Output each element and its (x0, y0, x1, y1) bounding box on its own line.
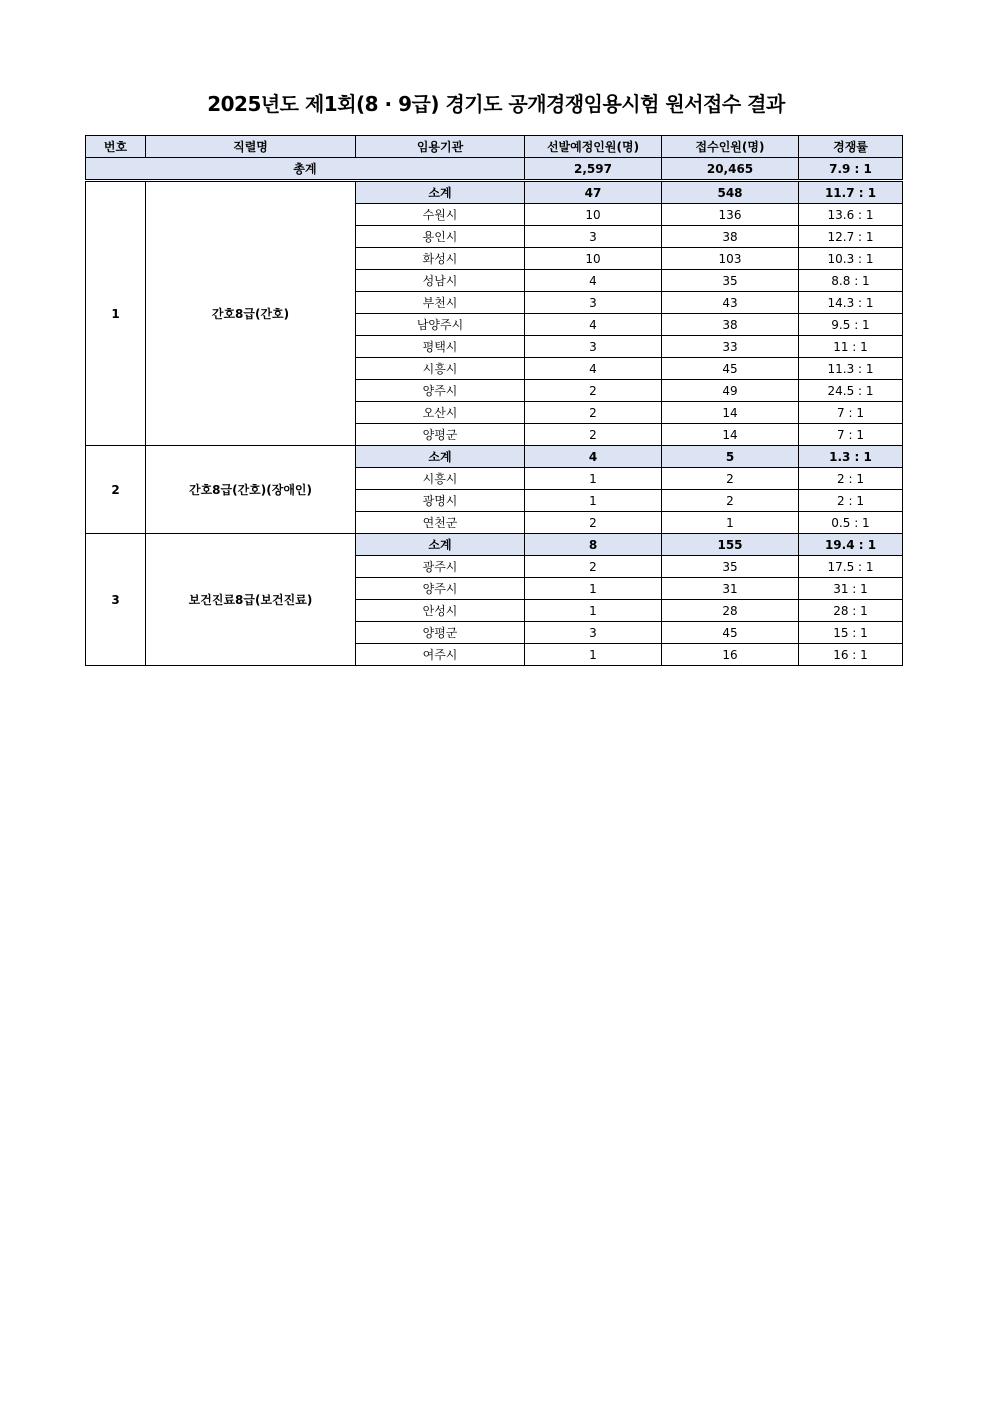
subtotal-label: 소계 (356, 181, 525, 204)
header-number: 번호 (86, 136, 146, 158)
header-job-series: 직렬명 (146, 136, 356, 158)
subtotal-applied: 5 (662, 446, 799, 468)
header-planned: 선발예정인원(명) (525, 136, 662, 158)
ratio-cell: 17.5 : 1 (799, 556, 903, 578)
ratio-cell: 15 : 1 (799, 622, 903, 644)
planned-cell: 3 (525, 336, 662, 358)
planned-cell: 1 (525, 578, 662, 600)
applied-cell: 49 (662, 380, 799, 402)
results-table (85, 135, 903, 666)
planned-cell: 2 (525, 512, 662, 534)
header-applied: 접수인원(명) (662, 136, 799, 158)
applied-cell: 43 (662, 292, 799, 314)
subtotal-applied: 155 (662, 534, 799, 556)
agency-cell: 시흥시 (356, 358, 525, 380)
total-ratio: 7.9 : 1 (799, 158, 903, 181)
ratio-cell: 7 : 1 (799, 424, 903, 446)
agency-cell: 안성시 (356, 600, 525, 622)
group-number: 3 (86, 534, 146, 666)
total-row (86, 158, 903, 181)
agency-cell: 양주시 (356, 578, 525, 600)
subtotal-applied: 548 (662, 181, 799, 204)
subtotal-ratio: 11.7 : 1 (799, 181, 903, 204)
ratio-cell: 12.7 : 1 (799, 226, 903, 248)
agency-cell: 양주시 (356, 380, 525, 402)
planned-cell: 4 (525, 358, 662, 380)
subtotal-planned: 47 (525, 181, 662, 204)
subtotal-row (86, 181, 903, 204)
subtotal-ratio: 19.4 : 1 (799, 534, 903, 556)
group-number: 2 (86, 446, 146, 534)
planned-cell: 4 (525, 270, 662, 292)
ratio-cell: 8.8 : 1 (799, 270, 903, 292)
subtotal-label: 소계 (356, 534, 525, 556)
planned-cell: 2 (525, 402, 662, 424)
planned-cell: 2 (525, 424, 662, 446)
document-title: 2025년도 제1회(8 · 9급) 경기도 공개경쟁임용시험 원서접수 결과 (207, 92, 785, 116)
ratio-cell: 2 : 1 (799, 490, 903, 512)
agency-cell: 시흥시 (356, 468, 525, 490)
applied-cell: 28 (662, 600, 799, 622)
ratio-cell: 2 : 1 (799, 468, 903, 490)
total-planned: 2,597 (525, 158, 662, 181)
subtotal-planned: 8 (525, 534, 662, 556)
group-job-series: 간호8급(간호) (146, 181, 356, 446)
planned-cell: 3 (525, 292, 662, 314)
planned-cell: 3 (525, 622, 662, 644)
applied-cell: 103 (662, 248, 799, 270)
ratio-cell: 7 : 1 (799, 402, 903, 424)
group-job-series: 보건진료8급(보건진료) (146, 534, 356, 666)
planned-cell: 10 (525, 248, 662, 270)
ratio-cell: 31 : 1 (799, 578, 903, 600)
agency-cell: 수원시 (356, 204, 525, 226)
planned-cell: 10 (525, 204, 662, 226)
subtotal-ratio: 1.3 : 1 (799, 446, 903, 468)
planned-cell: 2 (525, 556, 662, 578)
subtotal-label: 소계 (356, 446, 525, 468)
applied-cell: 38 (662, 314, 799, 336)
subtotal-planned: 4 (525, 446, 662, 468)
applied-cell: 45 (662, 358, 799, 380)
planned-cell: 2 (525, 380, 662, 402)
planned-cell: 1 (525, 600, 662, 622)
applied-cell: 14 (662, 402, 799, 424)
ratio-cell: 11 : 1 (799, 336, 903, 358)
applied-cell: 1 (662, 512, 799, 534)
ratio-cell: 11.3 : 1 (799, 358, 903, 380)
applied-cell: 2 (662, 490, 799, 512)
subtotal-row (86, 534, 903, 556)
applied-cell: 35 (662, 556, 799, 578)
agency-cell: 부천시 (356, 292, 525, 314)
ratio-cell: 16 : 1 (799, 644, 903, 666)
header-row (86, 136, 903, 158)
total-label: 총계 (86, 158, 525, 181)
ratio-cell: 10.3 : 1 (799, 248, 903, 270)
ratio-cell: 24.5 : 1 (799, 380, 903, 402)
planned-cell: 4 (525, 314, 662, 336)
agency-cell: 양평군 (356, 424, 525, 446)
ratio-cell: 28 : 1 (799, 600, 903, 622)
agency-cell: 남양주시 (356, 314, 525, 336)
group-job-series: 간호8급(간호)(장애인) (146, 446, 356, 534)
total-applied: 20,465 (662, 158, 799, 181)
agency-cell: 양평군 (356, 622, 525, 644)
ratio-cell: 0.5 : 1 (799, 512, 903, 534)
agency-cell: 광명시 (356, 490, 525, 512)
applied-cell: 2 (662, 468, 799, 490)
planned-cell: 1 (525, 644, 662, 666)
applied-cell: 31 (662, 578, 799, 600)
planned-cell: 3 (525, 226, 662, 248)
applied-cell: 16 (662, 644, 799, 666)
group-number: 1 (86, 181, 146, 446)
planned-cell: 1 (525, 490, 662, 512)
ratio-cell: 9.5 : 1 (799, 314, 903, 336)
ratio-cell: 13.6 : 1 (799, 204, 903, 226)
applied-cell: 14 (662, 424, 799, 446)
applied-cell: 33 (662, 336, 799, 358)
applied-cell: 45 (662, 622, 799, 644)
applied-cell: 35 (662, 270, 799, 292)
agency-cell: 광주시 (356, 556, 525, 578)
agency-cell: 용인시 (356, 226, 525, 248)
ratio-cell: 14.3 : 1 (799, 292, 903, 314)
applied-cell: 38 (662, 226, 799, 248)
agency-cell: 여주시 (356, 644, 525, 666)
agency-cell: 오산시 (356, 402, 525, 424)
subtotal-row (86, 446, 903, 468)
agency-cell: 연천군 (356, 512, 525, 534)
applied-cell: 136 (662, 204, 799, 226)
agency-cell: 성남시 (356, 270, 525, 292)
agency-cell: 화성시 (356, 248, 525, 270)
header-ratio: 경쟁률 (799, 136, 903, 158)
planned-cell: 1 (525, 468, 662, 490)
agency-cell: 평택시 (356, 336, 525, 358)
header-agency: 임용기관 (356, 136, 525, 158)
